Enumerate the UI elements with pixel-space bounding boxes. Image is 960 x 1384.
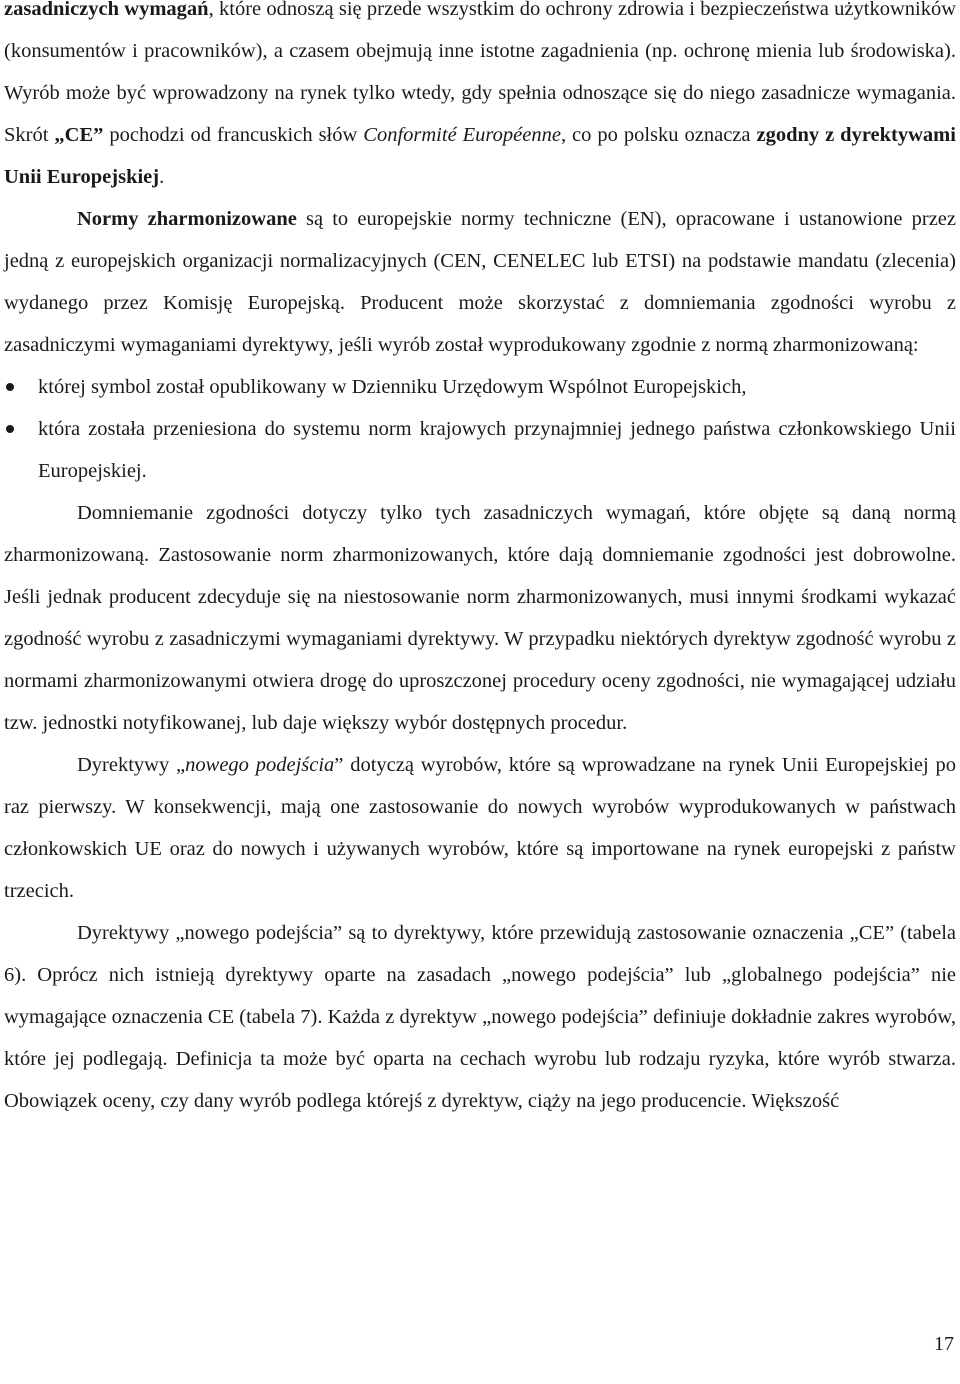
bold-term: zgodny z dyrektywami Unii Europejskiej: [4, 124, 956, 188]
list-item-text: która została przeniesiona do systemu norm krajowych przynajmniej jednego państwa członkowskiego Unii Europejskiej.: [38, 418, 956, 482]
list-item-text: której symbol został opublikowany w Dzienniku Urzędowym Wspólnot Europejskich,: [38, 376, 747, 398]
text-run: pochodzi od francuskich słów: [103, 124, 364, 146]
page-number: 17: [934, 1333, 954, 1355]
bullet-icon: [6, 425, 14, 433]
paragraph-presumption-of-conformity: [4, 492, 956, 744]
text-run: ” dotyczą wyrobów, które są wprowadzane na rynek Unii Europejskiej po raz pierwszy. W konsekwencji, mają one zastosowanie do nowych wyrobów wyprodukowanych w państwach członkowskich UE oraz do nowych i używanych wyrobów, które są importowane na rynek europejski z państw trzecich.: [4, 754, 956, 902]
paragraph-new-approach-scope: [4, 744, 956, 912]
text-run: , które odnoszą się przede wszystkim do ochrony zdrowia i bezpieczeństwa użytkowników (konsumentów i pracowników), a czasem obejmują inne istotne zagadnienia (np. ochronę mienia lub środowiska). Wyrób może być wprowadzony na rynek tylko wtedy, gdy spełnia odnoszące się do niego zasadnicze wymagania. Skrót: [4, 0, 957, 146]
list-item: [4, 366, 956, 408]
text-run: , co po polsku oznacza: [560, 124, 757, 146]
document-body: [4, 0, 956, 1122]
bullet-icon: [6, 383, 14, 391]
paragraph-ce-definition: [4, 0, 956, 198]
italic-term: nowego podejścia: [185, 754, 335, 776]
text-run: są to europejskie normy techniczne (EN), opracowane i ustanowione przez jedną z europejskich organizacji normalizacyjnych (CEN, CENELEC lub ETSI) na podstawie mandatu (zlecenia) wydanego przez Komisję Europejską. Producent może skorzystać z domniemania zgodności wyrobu z zasadniczymi wymaganiami dyrektywy, jeśli wyrób został wyprodukowany zgodnie z normą zharmonizowaną:: [4, 208, 956, 356]
paragraph-ce-marking-directives: [4, 912, 956, 1122]
text-run: Domniemanie zgodności dotyczy tylko tych zasadniczych wymagań, które objęte są daną normą zharmonizowaną. Zastosowanie norm zharmonizowanych, które dają domniemanie zgodności jest dobrowolne. Jeśli jednak producent zdecyduje się na niestosowanie norm zharmonizowanych, musi innymi środkami wykazać zgodność wyrobu z zasadniczymi wymaganiami dyrektywy. W przypadku niektórych dyrektyw zgodność wyrobu z normami zharmonizowanymi otwiera drogę do uproszczonej procedury oceny zgodności, nie wymagającej udziału tzw. jednostki notyfikowanej, lub daje większy wybór dostępnych procedur.: [4, 502, 956, 734]
paragraph-harmonised-standards: [4, 198, 956, 366]
bold-term: zasadniczych wymagań: [4, 0, 209, 20]
bold-term: „CE”: [54, 124, 104, 146]
bold-term: Normy zharmonizowane: [77, 208, 297, 230]
text-run: Dyrektywy „nowego podejścia” są to dyrektywy, które przewidują zastosowanie oznaczenia „CE” (tabela 6). Oprócz nich istnieją dyrektywy oparte na zasadach „nowego podejścia” lub „globalnego podejścia” nie wymagające oznaczenia CE (tabela 7). Każda z dyrektyw „nowego podejścia” definiuje dokładnie zakres wyrobów, które jej podlegają. Definicja ta może być oparta na cechach wyrobu lub rodzaju ryzyka, które wyrób stwarza. Obowiązek oceny, czy dany wyrób podlega którejś z dyrektyw, ciąży na jego producencie. Większość: [4, 922, 956, 1112]
bullet-list: [4, 366, 956, 492]
list-item: [4, 408, 956, 492]
text-run: .: [159, 166, 165, 188]
text-run: Dyrektywy „: [77, 754, 186, 776]
italic-term: Conformité Européenne: [363, 124, 561, 146]
